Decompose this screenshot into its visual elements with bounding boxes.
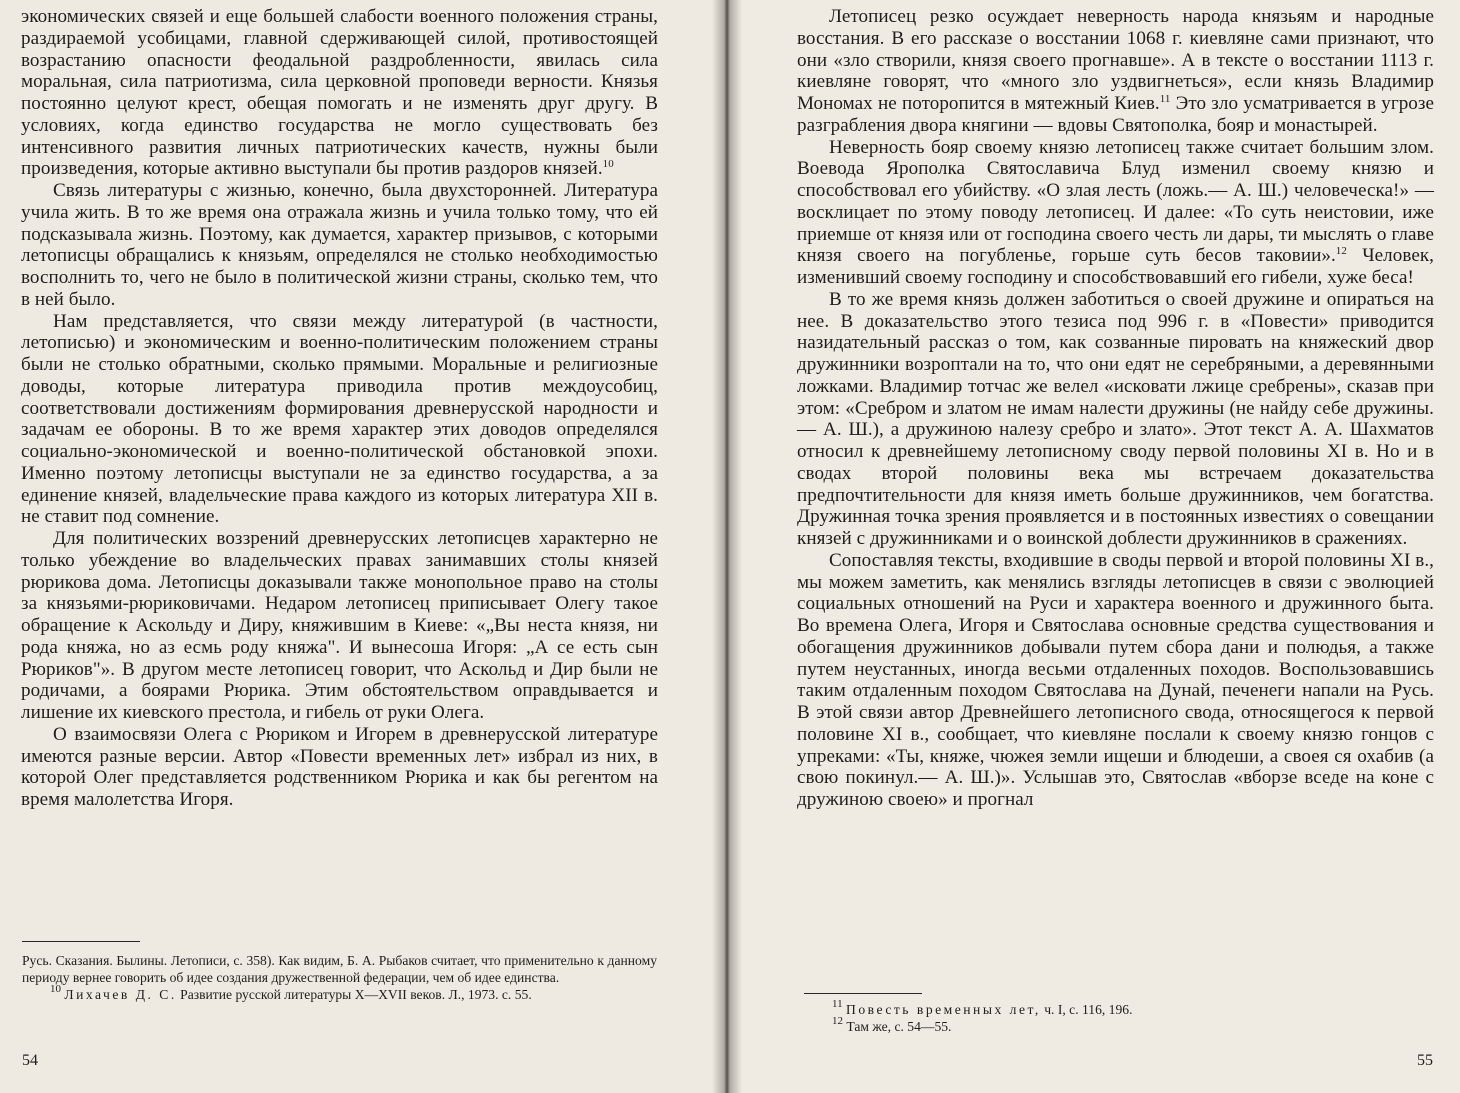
footnote-ref: 10	[602, 158, 614, 171]
footnote-10: $^{10}$ Лихачев Д. С. Развитие русской литературы X—XVII веков. Л., 1973. с. 55.	[50, 983, 532, 1002]
footnote-ref: 12	[1335, 245, 1347, 258]
footnote-ref: 11	[1159, 93, 1171, 105]
footnote-12: $^{12}$ Там же, с. 54—55.	[832, 1015, 952, 1034]
page-number: 55	[1417, 1052, 1433, 1069]
left-footnotes	[22, 952, 657, 1003]
left-page-text	[21, 6, 658, 811]
left-page	[0, 0, 726, 1093]
paragraph: Нам представляется, что связи между литературой (в частности, летописью) и экономическим и военно-политическим положением страны были не столько обратными, сколько прямыми. Моральные и религиозные доводы, которые литература приводила против междоусобиц, соответствовали достижениям формирования древнерусской народности и задачам ее обороны. В то же время характер этих доводов определялся социально-экономической и военно-политической обстановкой эпохи. Именно поэтому летописцы выступали не за единство государства, а за единение князей, владельческие права каждого из которых литература XII в. не ставит под сомнение.	[21, 310, 658, 528]
book-gutter	[712, 0, 742, 1093]
page-number: 54	[22, 1052, 38, 1069]
footnote-separator	[22, 941, 140, 942]
paragraph: Связь литературы с жизнью, конечно, была двухсторонней. Литература учила жить. В то же время она отражала жизнь и учила только тому, что ей подсказывала жизнь. Поэтому, как думается, характер призывов, с которыми летописцы обращались к князьям, определялся не столько необходимостью восполнить то, чего не было в политической жизни страны, сколько тем, что в ней было.	[21, 180, 658, 310]
paragraph: Для политических воззрений древнерусских летописцев характерно не только убеждение во владельческих правах занимавших столы князей рюрикова дома. Летописцы доказывали также монопольное право на столы за князьями-рюриковичами. Недаром летописец приписывает Олегу такое обращение к Аскольду и Диру, княжившим в Киеве: «„Вы неста князя, ни рода княжа, но аз есмь роду княжа". И вынесоша Игоря: „А се есть сын Рюриков"». В другом месте летописец говорит, что Аскольд и Дир были не родичами, а боярами Рюрика. Этим обстоятельством оправдывается и лишение их киевского престола, и гибель от руки Олега.	[21, 528, 658, 723]
paragraph: В то же время князь должен заботиться о своей дружине и опираться на нее. В доказательство этого тезиса под 996 г. в «Повести» приводится назидательный рассказ о том, как созванные пировать на княжеский двор дружинники возроптали на то, что они едят не серебряными, а деревянными ложками. Владимир тотчас же велел «исковати лжице сребрены», сказав при этом: «Сребром и златом не имам налести дружины (не найду себе дружины.— А. Ш.), а дружиною налезу сребро и злато». Этот текст А. А. Шахматов относил к древнейшему летописному своду первой половины XI в. Но и в сводах второй половины века мы встречаем доказательства предпочтительности для князя иметь больше дружинников, чем богатства. Дружинная точка зрения проявляется и в постоянных известиях о совещании князей с дружинниками и о воинской доблести дружинников в сражениях.	[797, 288, 1434, 549]
right-footnotes	[804, 998, 1304, 1035]
footnote-separator	[804, 993, 922, 994]
paragraph: экономических связей и еще большей слабости военного положения страны, раздираемой усобицами, главной сдерживающей силой, противостоящей возрастанию опасности феодальной раздробленности, явилась сила моральная, сила патриотизма, сила церковной проповеди верности. Князья постоянно целуют крест, обещая помогать и не изменять друг другу. В условиях, когда единство государства не могло существовать без интенсивного развития личных патриотических качеств, нужны были произведения, которые активно выступали бы против раздоров князей.$^{10}$	[21, 6, 658, 180]
paragraph: Летописец резко осуждает неверность народа князьям и народные восстания. В его рассказе о восстании 1068 г. киевляне сами признают, что они «зло створили, князя своего прогнавше». А в тексте о восстании 1113 г. киевляне говорят, что «много зло уздвигнеться», если князь Владимир Мономах не поторопится в мятежный Киев.$^{11}$ Это зло усматривается в угрозе разграбления двора княгини — вдовы Святополка, бояр и монастырей.	[797, 6, 1435, 136]
footnote-11: $^{11}$ Повесть временных лет, ч. I, с. 116, 196.	[832, 998, 1133, 1017]
paragraph: О взаимосвязи Олега с Рюриком и Игорем в древнерусской литературе имеются разные версии. Автор «Повести временных лет» избрал из них, в которой Олег представляется родственником Рюрика и как бы регентом на время малолетства Игоря.	[21, 723, 658, 810]
paragraph: Неверность бояр своему князю летописец также считает большим злом. Воевода Ярополка Святославича Блуд изменил своему князю и способствовал его убийству. «О злая лесть (ложь.— А. Ш.) человеческа!» — восклицает по этому поводу летописец. И далее: «То суть неистовии, иже приемше от князя или от господина своего честь ли дары, ти мыслять о главе князя своего на погубленье, горьше суть бесов таковии».$^{12}$ Человек, изменивший своему господину и способствовавший его гибели, хуже беса!	[797, 136, 1434, 288]
right-page-text	[797, 6, 1434, 811]
paragraph: Сопоставляя тексты, входившие в своды первой и второй половины XI в., мы можем заметить, как менялись взгляды летописцев в связи с эволюцией социальных отношений на Руси и характера военного и дружинного быта. Во времена Олега, Игоря и Святослава основные средства существования и обогащения дружинников добывали путем сбора дани и полюдья, а также путем неустанных, иногда весьми отдаленных походов. Воспользовавшись таким отдаленным походом Святослава на Дунай, печенеги напали на Русь. В этой связи автор Древнейшего летописного свода, относящегося к первой половине XI в., сообщает, что киевляне послали к своему князю гонцов с упреками: «Ты, княже, чюжея земли ищеши и блюдеши, а своея ся охабив (а свою покинул.— А. Ш.)». Услышав это, Святослав «вборзе вседе на коне с дружиною своею» и прогнал	[797, 549, 1434, 810]
footnote-continuation: Русь. Сказания. Былины. Летописи, с. 358). Как видим, Б. А. Рыбаков считает, что применительно к данному периоду вернее говорить об идее создания дружественной федерации, чем об идее единства.	[22, 953, 657, 985]
